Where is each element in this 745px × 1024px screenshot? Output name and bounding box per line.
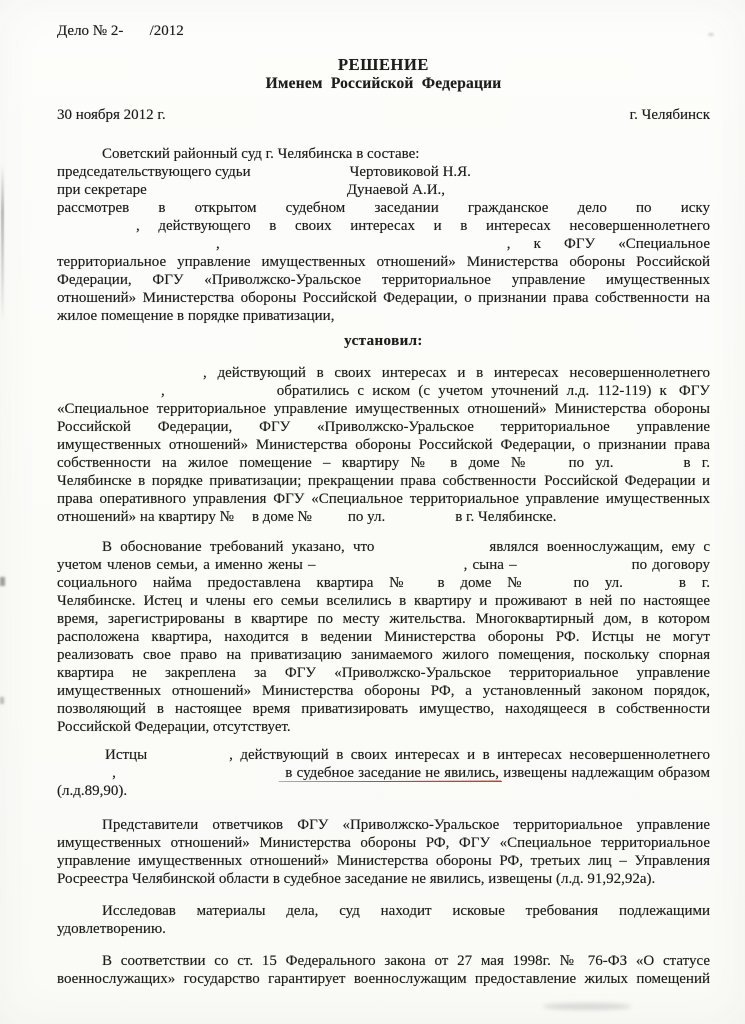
redacted-gap: [57, 394, 161, 395]
text-line: имущественных отношений» Министерства обороны РФ, а установленный законом порядок,: [57, 683, 710, 699]
redacted-gap: [385, 520, 455, 521]
redacted-gap: [57, 550, 102, 551]
text-line: «Специальное территориальное управление имущественных отношений» Министерства обороны: [57, 401, 710, 417]
redacted-gap: [533, 466, 569, 467]
scan-artifact-speck: [708, 33, 714, 36]
text-line: отношений» на квартиру № в доме № по ул. в г. Челябинске.: [57, 509, 557, 525]
redacted-gap: [57, 247, 216, 248]
absence-line-prefix: ,: [57, 765, 286, 781]
text-line: квартира не закреплена за ФГУ «Приволжско-Уральское территориальное управление: [57, 665, 710, 681]
redacted-gap: [534, 586, 574, 587]
redacted-gap: [165, 394, 277, 395]
redacted-gap: [416, 586, 438, 587]
text-line: собственности на жилое помещение – квартиру № в доме № по ул. в г.: [57, 455, 710, 471]
redacted-gap: [517, 568, 632, 569]
law-reference-paragraph: [57, 952, 710, 988]
text-line: Российской Федерации, ФГУ «Приволжско-Уральское территориальное управление: [57, 419, 710, 435]
redacted-gap: [374, 550, 489, 551]
text-line: председательствующего судьи Чертовиковой Н.Я.: [57, 164, 471, 180]
text-line: военнослужащих» государство гарантирует военнослужащим предоставление жилых помещений: [57, 971, 710, 987]
court-conclusion-paragraph: [57, 902, 710, 938]
text-line: В обоснование требований указано, что являлся военнослужащим, ему с: [57, 538, 710, 556]
plaintiffs-absence-line-1: [57, 746, 710, 764]
scan-artifact-left-streak: [1, 165, 4, 323]
redacted-gap: [57, 828, 102, 829]
redacted-gap: [135, 604, 143, 605]
redacted-gap: [613, 466, 683, 467]
plaintiffs-absence-paragraph: [57, 746, 710, 800]
text-line: Федерации, ФГУ «Приволжско-Уральское территориальное управление имущественных: [57, 272, 710, 288]
text-line: Челябинске. Истец и члены его семьи вселились в квартиру и проживают в ней по настоящее: [57, 593, 710, 609]
redacted-gap: [623, 586, 679, 587]
date-city-row: [57, 106, 710, 124]
redacted-gap: [57, 229, 136, 230]
court-composition-paragraph: [57, 145, 710, 325]
text-line: , действующий в своих интересах и в интересах несовершеннолетнего: [57, 364, 710, 382]
text-line: расположена квартира, находится в ведении Министерства обороны РФ. Истцы не могут: [57, 629, 710, 645]
decision-date: 30 ноября 2012 г.: [57, 107, 166, 123]
claim-basis-paragraph: [57, 538, 710, 736]
text-line: , , к ФГУ «Специальное: [57, 235, 710, 253]
scan-artifact-left-tick: [0, 697, 4, 704]
text-line: рассмотрев в открытом судебном заседании гражданское дело по иску: [57, 200, 710, 216]
decision-city: г. Челябинск: [629, 107, 710, 123]
redacted-gap: [57, 376, 203, 377]
decision-subtitle: Именем Российской Федерации: [265, 75, 502, 92]
decision-title: РЕШЕНИЕ: [337, 55, 430, 74]
text-line: социального найма предоставлена квартира № в доме № по ул. в г.: [57, 575, 710, 591]
text-line: Представители ответчиков ФГУ «Приволжско-Уральское территориальное управление: [57, 816, 710, 834]
text-line: права оперативного управления ФГУ «Специальное территориальное управление имущественных: [57, 491, 710, 507]
text-line: , обратились с иском (с учетом уточнений л.д. 112-119) к ФГУ: [57, 382, 710, 400]
redacted-gap: [251, 175, 350, 176]
text-line: (л.д.89,90).: [57, 783, 128, 799]
text-line: территориальное управление имущественных отношений» Министерства обороны Российской: [57, 254, 710, 270]
text-line: имущественных отношений» Министерства обороны Российской Федерации, о признании права: [57, 437, 710, 453]
scan-artifact-bottom-smudge: [543, 1003, 631, 1010]
redacted-gap: [432, 466, 450, 467]
redacted-gap: [57, 758, 105, 759]
text-line: имущественных отношений» Министерства обороны РФ, ФГУ «Специальное территориальное: [57, 835, 710, 851]
redacted-gap: [316, 568, 464, 569]
claim-paragraph: [57, 364, 710, 526]
scan-artifact-left-tick: [0, 577, 5, 586]
plaintiffs-absence-line-3: [57, 782, 710, 800]
text-line: учетом членов семьи, а именно жены – , сына – по договору: [57, 557, 710, 573]
redacted-gap: [312, 520, 348, 521]
text-line: Исследовав материалы дела, суд находит исковые требования подлежащими: [57, 902, 710, 920]
text-line: Истцы , действующий в своих интересах и в интересах несовершеннолетнего: [57, 746, 710, 764]
ustanovil-heading: установил:: [344, 333, 423, 349]
redacted-gap: [147, 193, 347, 194]
defendants-absence-paragraph: [57, 816, 710, 888]
red-underlined-text: в судебное заседание не явились,: [285, 765, 499, 781]
text-line: В соответствии со ст. 15 Федерального закона от 27 мая 1998г. № 76-ФЗ «О статусе: [57, 952, 710, 970]
redacted-gap: [220, 247, 507, 248]
text-line: позволяющий в настоящее время приватизировать имущество, находящееся в собственности: [57, 701, 710, 717]
case-number: Дело № 2- /2012: [57, 23, 184, 39]
redacted-gap: [234, 520, 252, 521]
text-line: Росреестра Челябинской области в судебное заседание не явились, извещены (л.д. 91,92,92а).: [57, 871, 656, 887]
redacted-gap: [667, 394, 679, 395]
text-line: удовлетворению.: [57, 921, 166, 937]
text-line: управление имущественных отношений» Министерства обороны РФ, третьих лиц – Управления: [57, 853, 710, 869]
redacted-gap: [57, 914, 102, 915]
redacted-gap: [57, 157, 102, 158]
text-line: Российской Федерации, отсутствует.: [57, 719, 291, 735]
text-line: Челябинске в порядке приватизации; прекращении права собственности Российской Федерации и: [57, 473, 710, 489]
text-line: жилое помещение в порядке приватизации,: [57, 308, 335, 324]
text-line: при секретаре Дунаевой А.И.,: [57, 182, 446, 198]
text-line: реализовать свое право на приватизацию занимаемого жилого помещения, поскольку спорная: [57, 647, 710, 663]
absence-line-suffix: извещены надлежащим образом: [498, 765, 710, 781]
text-line: Советский районный суд г. Челябинска в составе:: [57, 145, 710, 163]
text-line: , действующего в своих интересах и в интересах несовершеннолетнего: [57, 217, 710, 235]
redacted-gap: [536, 484, 544, 485]
redacted-gap: [57, 964, 102, 965]
text-line: отношений» Министерства обороны Российской Федерации, о признании права собственности на: [57, 290, 710, 306]
redacted-gap: [147, 758, 229, 759]
plaintiffs-absence-line-2: [57, 764, 710, 782]
text-line: время, зарегистрированы в квартире по месту жительства. Многоквартирный дом, в котором: [57, 611, 710, 627]
